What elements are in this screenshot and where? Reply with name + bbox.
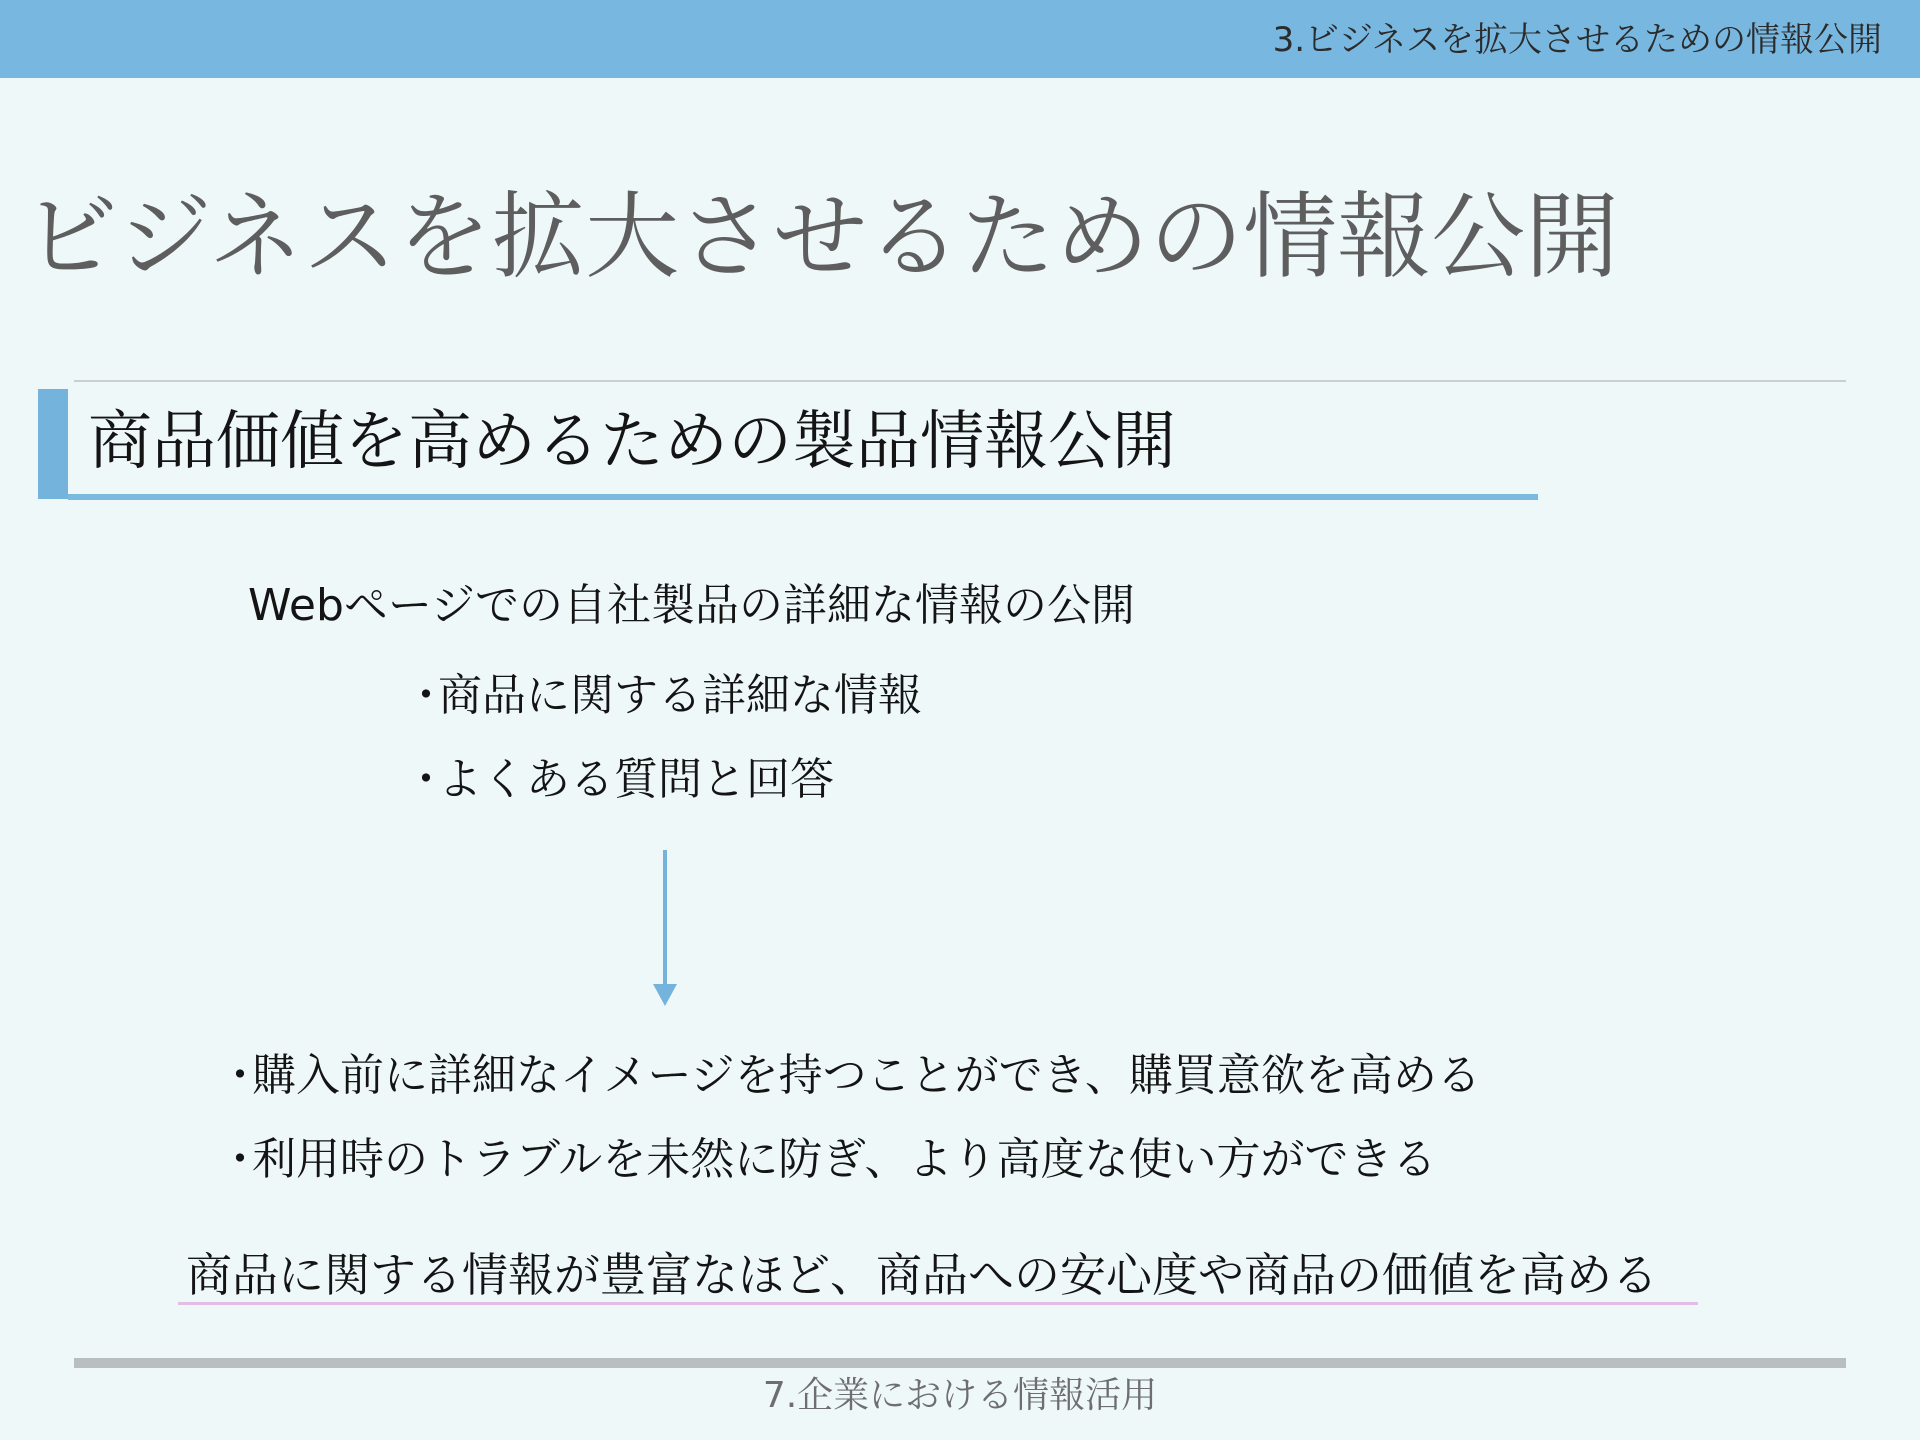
lead-text: Webページでの自社製品の詳細な情報の公開 [248, 580, 1136, 631]
result-item [218, 1134, 1436, 1187]
footer-divider [74, 1358, 1846, 1368]
bullet-dot: ・ [404, 670, 448, 721]
bullet-dot: ・ [218, 1134, 262, 1185]
result-item-text: 購入前に詳細なイメージを持つことができ、購買意欲を高める [252, 1050, 1481, 1101]
list-item [404, 754, 834, 807]
section-heading-underline [68, 494, 1538, 500]
conclusion-text: 商品に関する情報が豊富なほど、商品への安心度や商品の価値を高める [186, 1248, 1658, 1302]
header-section-label: 3.ビジネスを拡大させるための情報公開 [1272, 20, 1882, 60]
list-item [404, 670, 922, 723]
list-item-text: よくある質問と回答 [438, 754, 834, 805]
result-item-text: 利用時のトラブルを未然に防ぎ、より高度な使い方ができる [252, 1134, 1437, 1185]
slide-title: ビジネスを拡大させるための情報公開 [24, 183, 1620, 292]
bullet-dot: ・ [218, 1050, 262, 1101]
section-marker [38, 389, 68, 499]
arrow-down-icon [650, 848, 680, 1008]
bullet-dot: ・ [404, 754, 448, 805]
list-item-text: 商品に関する詳細な情報 [438, 670, 922, 721]
conclusion-underline [178, 1302, 1698, 1305]
header-bar [0, 0, 1920, 78]
title-divider [74, 380, 1846, 382]
footer-chapter-label: 7.企業における情報活用 [762, 1375, 1158, 1416]
result-item [218, 1050, 1481, 1103]
section-heading: 商品価値を高めるための製品情報公開 [88, 405, 1176, 479]
